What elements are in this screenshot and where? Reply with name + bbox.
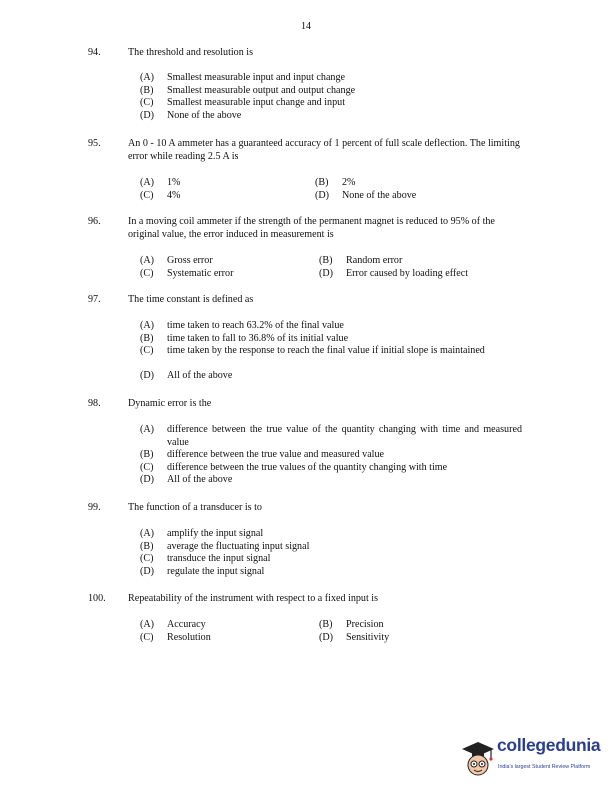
option-d <box>140 110 522 123</box>
option-label: (C) <box>140 631 154 643</box>
question-number: 99. <box>88 502 101 513</box>
question-number: 96. <box>88 216 101 227</box>
option-text: Systematic error <box>167 267 234 279</box>
option-label: (A) <box>140 528 155 539</box>
option-text: 4% <box>167 189 181 201</box>
option-d <box>140 370 522 383</box>
question-number: 100. <box>88 593 106 604</box>
options-list <box>140 320 522 383</box>
options-grid <box>140 619 522 644</box>
question-text: In a moving coil ammeter if the strength of the permanent magnet is reduced to 95% of the original value, the error induced in measurement is <box>128 216 495 240</box>
option-text: None of the above <box>342 189 417 201</box>
option-a <box>140 72 522 85</box>
option-label: (D) <box>319 267 334 279</box>
option-label: (D) <box>315 189 330 201</box>
question-text: An 0 - 10 A ammeter has a guaranteed accuracy of 1 percent of full scale deflection. The limiting error while reading 2.5 A is <box>128 138 520 162</box>
options-list <box>140 72 522 122</box>
option-text: 1% <box>167 177 181 188</box>
option-text: 2% <box>342 177 356 188</box>
option-label: (D) <box>319 631 334 643</box>
question-text: The time constant is defined as <box>128 294 254 305</box>
option-b <box>140 449 522 462</box>
option-b <box>140 85 522 98</box>
options-list <box>140 424 522 487</box>
option-d <box>140 566 522 579</box>
option-text: None of the above <box>167 109 242 121</box>
question-number: 95. <box>88 138 101 149</box>
option-label: (C) <box>140 345 154 357</box>
mascot-icon <box>458 738 498 778</box>
options-grid <box>140 177 522 202</box>
option-label: (C) <box>140 267 154 279</box>
option-text: difference between the true value of the quantity changing with time and measured value <box>167 424 522 448</box>
option-label: (A) <box>140 177 155 188</box>
option-label: (B) <box>140 540 154 552</box>
options-grid <box>140 255 522 280</box>
question-text: Repeatability of the instrument with respect to a fixed input is <box>128 593 379 604</box>
option-label: (D) <box>140 370 155 382</box>
option-label: (B) <box>140 332 154 344</box>
option-text: Precision <box>346 619 384 630</box>
option-label: (D) <box>140 565 155 577</box>
option-text: Smallest measurable input and input change <box>167 72 345 83</box>
option-label: (D) <box>140 474 155 486</box>
option-b <box>140 541 522 554</box>
option-text: time taken by the response to reach the final value if initial slope is maintained <box>167 345 485 357</box>
option-label: (C) <box>140 553 154 565</box>
option-text: time taken to fall to 36.8% of its initial value <box>167 332 349 344</box>
logo-tagline: India's largest Student Review Platform <box>498 764 591 770</box>
option-text: amplify the input signal <box>167 528 264 539</box>
option-text: Smallest measurable output and output change <box>167 84 356 96</box>
question-number: 98. <box>88 398 101 409</box>
option-label: (A) <box>140 255 155 266</box>
option-label: (A) <box>140 320 155 331</box>
collegedunia-logo <box>458 735 608 778</box>
option-text: Smallest measurable input change and input <box>167 97 345 109</box>
option-c <box>140 553 522 566</box>
option-label: (C) <box>140 97 154 109</box>
option-label: (C) <box>140 189 154 201</box>
question-text: The threshold and resolution is <box>128 47 254 58</box>
option-text: Resolution <box>167 631 211 643</box>
option-label: (D) <box>140 109 155 121</box>
option-a <box>140 320 522 333</box>
option-text: Sensitivity <box>346 631 390 643</box>
question-text: Dynamic error is the <box>128 398 212 409</box>
option-a <box>140 528 522 541</box>
logo-wordmark: collegedunia <box>497 735 601 755</box>
question-text: The function of a transducer is to <box>128 502 262 513</box>
option-label: (A) <box>140 619 155 630</box>
options-list <box>140 528 522 578</box>
option-text: regulate the input signal <box>167 565 265 577</box>
option-text: time taken to reach 63.2% of the final value <box>167 320 344 331</box>
question-number: 94. <box>88 47 101 58</box>
option-text: average the fluctuating input signal <box>167 540 310 552</box>
option-label: (B) <box>319 255 333 266</box>
option-text: difference between the true value and measured value <box>167 449 385 461</box>
option-text: Accuracy <box>167 619 206 630</box>
option-d <box>140 474 522 487</box>
option-a <box>140 424 522 449</box>
option-label: (B) <box>315 177 329 188</box>
option-label: (B) <box>140 449 154 461</box>
option-c <box>140 97 522 110</box>
option-c <box>140 462 522 475</box>
option-b <box>140 333 522 346</box>
option-label: (B) <box>140 84 154 96</box>
option-text: All of the above <box>167 370 233 382</box>
option-text: Gross error <box>167 255 213 266</box>
option-label: (A) <box>140 424 155 435</box>
option-label: (C) <box>140 461 154 473</box>
option-text: All of the above <box>167 474 233 486</box>
option-text: Error caused by loading effect <box>346 267 469 279</box>
option-label: (B) <box>319 619 333 630</box>
page-number: 14 <box>300 21 312 32</box>
option-text: transduce the input signal <box>167 553 271 565</box>
question-number: 97. <box>88 294 101 305</box>
option-text: difference between the true values of the quantity changing with time <box>167 461 448 473</box>
option-label: (A) <box>140 72 155 83</box>
option-c <box>140 345 522 370</box>
option-text: Random error <box>346 255 403 266</box>
